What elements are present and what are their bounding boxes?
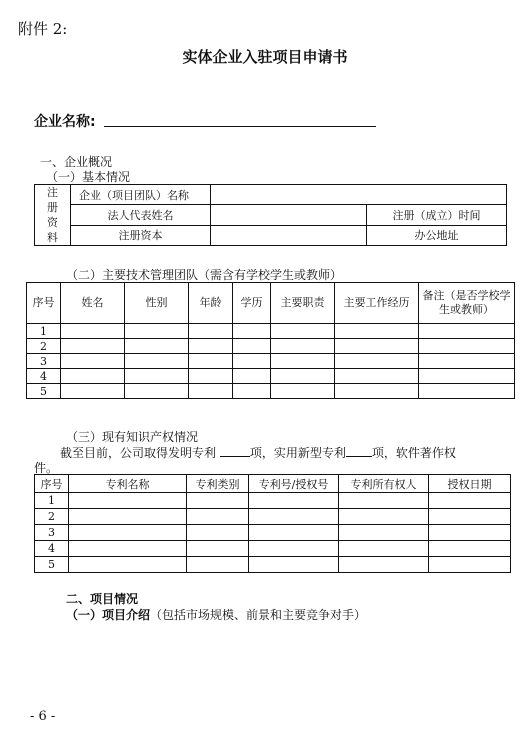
cell[interactable] <box>249 541 339 557</box>
cell[interactable] <box>335 384 419 399</box>
attachment-label: 附件 2: <box>18 20 68 38</box>
cell[interactable] <box>233 339 271 354</box>
document-title: 实体企业入驻项目申请书 <box>182 48 348 66</box>
cell[interactable] <box>233 384 271 399</box>
cell[interactable] <box>125 369 189 384</box>
table-row <box>35 509 511 525</box>
ip-heading: （三）现有知识产权情况 <box>66 430 199 444</box>
cell[interactable] <box>271 354 335 369</box>
row-index: 3 <box>35 525 69 541</box>
ip-sentence-part: 项，软件著作权 <box>371 446 456 460</box>
row-index: 5 <box>35 557 69 573</box>
cell[interactable] <box>335 354 419 369</box>
table-row <box>27 384 515 399</box>
col-age: 年龄 <box>189 283 233 324</box>
table-row <box>35 557 511 573</box>
col-experience: 主要工作经历 <box>335 283 419 324</box>
cell[interactable] <box>189 384 233 399</box>
cell[interactable] <box>335 324 419 339</box>
col-index: 序号 <box>35 475 69 493</box>
cell[interactable] <box>61 384 125 399</box>
reg-label-char: 资 <box>47 216 58 229</box>
ip-sentence-end: 件。 <box>34 461 59 475</box>
invention-patent-count-field[interactable] <box>220 444 250 457</box>
legal-rep-label: 法人代表姓名 <box>71 205 211 225</box>
registered-capital-label: 注册资本 <box>71 225 211 245</box>
legal-rep-field[interactable] <box>211 205 367 225</box>
cell[interactable] <box>189 339 233 354</box>
col-index: 序号 <box>27 283 61 324</box>
cell[interactable] <box>271 339 335 354</box>
cell[interactable] <box>271 369 335 384</box>
ip-sentence-part: 截至目前，公司取得发明专利 <box>60 446 217 460</box>
row-index: 5 <box>27 384 61 399</box>
team-table <box>26 282 515 399</box>
ip-sentence <box>60 444 456 461</box>
cell[interactable] <box>61 324 125 339</box>
company-team-name-field[interactable] <box>211 185 507 205</box>
col-name: 姓名 <box>61 283 125 324</box>
table-row <box>27 369 515 384</box>
table-row <box>35 493 511 509</box>
cell[interactable] <box>125 324 189 339</box>
cell[interactable] <box>429 541 511 557</box>
col-education: 学历 <box>233 283 271 324</box>
cell[interactable] <box>339 557 429 573</box>
cell[interactable] <box>125 384 189 399</box>
section1-heading: 一、企业概况 <box>40 155 113 169</box>
reg-label-char: 注 <box>47 186 58 199</box>
cell[interactable] <box>233 369 271 384</box>
cell[interactable] <box>339 509 429 525</box>
row-index: 2 <box>27 339 61 354</box>
section2-heading: 二、项目情况 <box>66 592 139 606</box>
cell[interactable] <box>69 525 187 541</box>
cell[interactable] <box>271 324 335 339</box>
project-intro-heading <box>66 606 366 623</box>
cell[interactable] <box>429 557 511 573</box>
cell[interactable] <box>233 324 271 339</box>
col-gender: 性别 <box>125 283 189 324</box>
company-team-name-label: 企业（项目团队）名称 <box>71 185 211 205</box>
cell[interactable] <box>429 493 511 509</box>
row-index: 1 <box>27 324 61 339</box>
cell[interactable] <box>339 541 429 557</box>
row-index: 4 <box>35 541 69 557</box>
basic-info-heading: （一）基本情况 <box>46 170 131 184</box>
registration-label-cell <box>35 185 71 246</box>
cell[interactable] <box>187 525 249 541</box>
cell[interactable] <box>61 354 125 369</box>
row-index: 2 <box>35 509 69 525</box>
cell[interactable] <box>339 493 429 509</box>
table-row <box>27 339 515 354</box>
cell[interactable] <box>335 369 419 384</box>
company-name-field[interactable] <box>104 126 376 127</box>
cell[interactable] <box>249 525 339 541</box>
table-row <box>35 541 511 557</box>
cell[interactable] <box>61 339 125 354</box>
cell[interactable] <box>271 384 335 399</box>
table-row <box>27 354 515 369</box>
col-grant-date: 授权日期 <box>429 475 511 493</box>
registration-time-label: 注册（成立）时间 <box>367 205 507 225</box>
col-patent-name: 专利名称 <box>69 475 187 493</box>
row-index: 4 <box>27 369 61 384</box>
col-remark: 备注（是否学校学生或教师） <box>419 283 515 324</box>
cell[interactable] <box>189 324 233 339</box>
cell[interactable] <box>189 354 233 369</box>
utility-model-count-field[interactable] <box>346 444 372 457</box>
ip-sentence-part: 项，实用新型专利 <box>249 446 346 460</box>
office-address-label: 办公地址 <box>367 225 507 245</box>
project-intro-note: （包括市场规模、前景和主要竞争对手） <box>150 608 367 622</box>
row-index: 1 <box>35 493 69 509</box>
table-row <box>27 324 515 339</box>
cell[interactable] <box>419 384 515 399</box>
cell[interactable] <box>69 557 187 573</box>
cell[interactable] <box>69 509 187 525</box>
cell[interactable] <box>419 354 515 369</box>
cell[interactable] <box>419 369 515 384</box>
cell[interactable] <box>61 369 125 384</box>
cell[interactable] <box>233 354 271 369</box>
cell[interactable] <box>187 557 249 573</box>
team-heading: （二）主要技术管理团队（需含有学校学生或教师） <box>66 268 343 282</box>
cell[interactable] <box>419 339 515 354</box>
col-patent-number: 专利号/授权号 <box>249 475 339 493</box>
cell[interactable] <box>69 493 187 509</box>
cell[interactable] <box>249 509 339 525</box>
cell[interactable] <box>419 324 515 339</box>
cell[interactable] <box>249 493 339 509</box>
company-name-label: 企业名称: <box>34 114 96 130</box>
page-number: - 6 - <box>30 709 56 724</box>
cell[interactable] <box>249 557 339 573</box>
table-row <box>35 525 511 541</box>
registered-capital-field[interactable] <box>211 225 367 245</box>
cell[interactable] <box>189 369 233 384</box>
cell[interactable] <box>187 509 249 525</box>
row-index: 3 <box>27 354 61 369</box>
col-duties: 主要职责 <box>271 283 335 324</box>
ip-table <box>34 474 511 573</box>
cell[interactable] <box>335 339 419 354</box>
col-patent-type: 专利类别 <box>187 475 249 493</box>
col-patent-owner: 专利所有权人 <box>339 475 429 493</box>
basic-info-table <box>34 184 507 246</box>
cell[interactable] <box>125 339 189 354</box>
cell[interactable] <box>125 354 189 369</box>
cell[interactable] <box>429 525 511 541</box>
cell[interactable] <box>429 509 511 525</box>
project-intro-label: （一）项目介绍 <box>66 608 151 622</box>
cell[interactable] <box>69 541 187 557</box>
reg-label-char: 料 <box>47 231 58 244</box>
reg-label-char: 册 <box>47 201 58 214</box>
cell[interactable] <box>187 493 249 509</box>
cell[interactable] <box>187 541 249 557</box>
cell[interactable] <box>339 525 429 541</box>
